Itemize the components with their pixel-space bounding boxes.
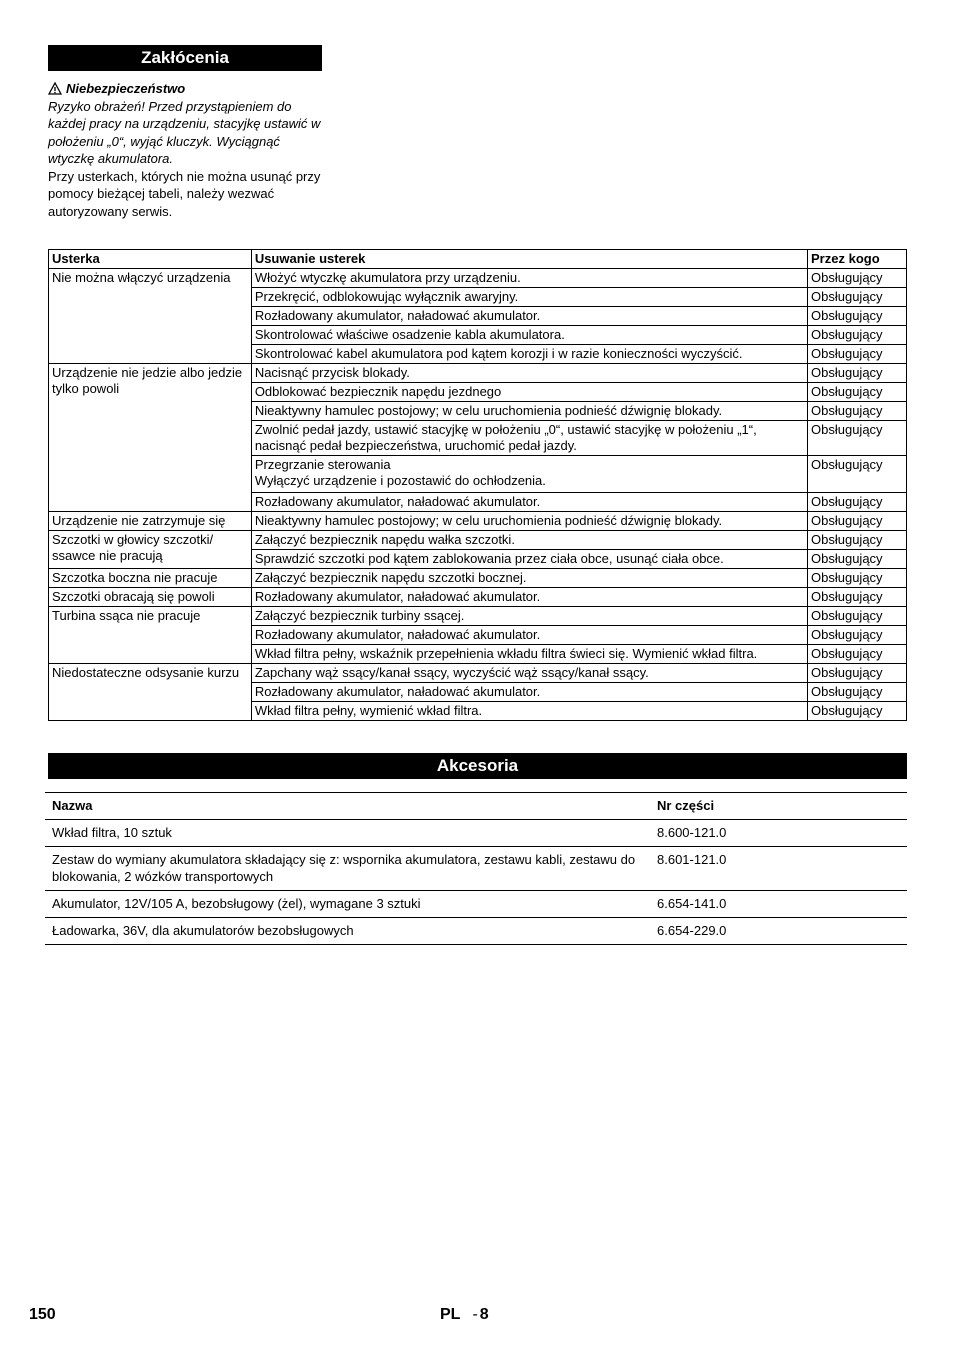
remedy-cell: Przegrzanie sterowania Wyłączyć urządzenie i pozostawić do ochłodzenia. [251,456,807,493]
accessory-name: Akumulator, 12V/105 A, bezobsługowy (żel), wymagane 3 sztuki [45,891,650,918]
by-cell: Obsługujący [808,456,907,493]
section-title-accessories: Akcesoria [48,753,907,779]
remedy-cell: Skontrolować kabel akumulatora pod kątem korozji i w razie konieczności wyczyścić. [251,345,807,364]
accessory-name: Zestaw do wymiany akumulatora składający się z: wspornika akumulatora, zestawu kabli, zestawu do blokowania, 2 wózków transportowych [45,847,650,891]
by-cell: Obsługujący [808,421,907,456]
remedy-cell: Rozładowany akumulator, naładować akumulator. [251,307,807,326]
section-title-faults: Zakłócenia [48,45,322,71]
remedy-cell: Przekręcić, odblokowując wyłącznik awaryjny. [251,288,807,307]
accessories-table [45,792,907,945]
remedy-cell: Rozładowany akumulator, naładować akumulator. [251,493,807,512]
by-cell: Obsługujący [808,626,907,645]
header-name: Nazwa [45,793,650,820]
by-cell: Obsługujący [808,702,907,721]
table-row [45,820,907,847]
by-cell: Obsługujący [808,326,907,345]
header-by: Przez kogo [808,250,907,269]
table-row [49,364,907,383]
page-number: 150 [29,1306,56,1323]
remedy-cell: Rozładowany akumulator, naładować akumulator. [251,588,807,607]
fault-cell: Urządzenie nie zatrzymuje się [49,512,252,531]
accessory-name: Wkład filtra, 10 sztuk [45,820,650,847]
remedy-cell: Załączyć bezpiecznik napędu szczotki bocznej. [251,569,807,588]
fault-cell: Nie można włączyć urządzenia [49,269,252,364]
warning-triangle-icon [48,82,62,95]
remedy-cell: Nacisnąć przycisk blokady. [251,364,807,383]
by-cell: Obsługujący [808,645,907,664]
fault-cell: Szczotki w głowicy szczotki/ ssawce nie pracują [49,531,252,569]
fault-cell: Urządzenie nie jedzie albo jedzie tylko powoli [49,364,252,512]
warning-title: Niebezpieczeństwo [66,81,186,96]
remedy-cell: Sprawdzić szczotki pod kątem zablokowania przez ciała obce, usunąć ciała obce. [251,550,807,569]
table-row [45,918,907,945]
remedy-cell: Wkład filtra pełny, wskaźnik przepełnienia wkładu filtra świeci się. Wymienić wkład filtra. [251,645,807,664]
by-cell: Obsługujący [808,569,907,588]
table-row [49,569,907,588]
fault-cell: Szczotki obracają się powoli [49,588,252,607]
by-cell: Obsługujący [808,402,907,421]
table-row [49,607,907,626]
remedy-cell: Skontrolować właściwe osadzenie kabla akumulatora. [251,326,807,345]
intro-text: Przy usterkach, których nie można usunąć przy pomocy bieżącej tabeli, należy wezwać autoryzowany serwis. [48,168,321,219]
fault-cell: Niedostateczne odsysanie kurzu [49,664,252,721]
remedy-cell: Załączyć bezpiecznik napędu wałka szczotki. [251,531,807,550]
accessory-part-number: 6.654-141.0 [650,891,907,918]
table-row [45,847,907,891]
by-cell: Obsługujący [808,288,907,307]
by-cell: Obsługujący [808,607,907,626]
accessory-name: Ładowarka, 36V, dla akumulatorów bezobsługowych [45,918,650,945]
remedy-cell: Odblokować bezpiecznik napędu jezdnego [251,383,807,402]
table-row [49,512,907,531]
header-remedy: Usuwanie usterek [251,250,807,269]
fault-table-header [49,250,907,269]
by-cell: Obsługujący [808,383,907,402]
table-row [49,531,907,550]
fault-cell: Szczotka boczna nie pracuje [49,569,252,588]
remedy-cell: Rozładowany akumulator, naładować akumulator. [251,626,807,645]
language-page-label: PL - 8 [440,1306,489,1323]
by-cell: Obsługujący [808,364,907,383]
by-cell: Obsługujący [808,269,907,288]
remedy-cell: Nieaktywny hamulec postojowy; w celu uruchomienia podnieść dźwignię blokady. [251,512,807,531]
by-cell: Obsługujący [808,683,907,702]
table-row [49,588,907,607]
sub-page-number: 8 [479,1306,489,1323]
remedy-cell: Załączyć bezpiecznik turbiny ssącej. [251,607,807,626]
by-cell: Obsługujący [808,664,907,683]
by-cell: Obsługujący [808,345,907,364]
fault-table [48,249,907,721]
table-row [49,664,907,683]
accessory-part-number: 8.600-121.0 [650,820,907,847]
header-part-number: Nr części [650,793,907,820]
remedy-cell: Włożyć wtyczkę akumulatora przy urządzeniu. [251,269,807,288]
by-cell: Obsługujący [808,512,907,531]
table-row [45,891,907,918]
header-fault: Usterka [49,250,252,269]
remedy-cell: Wkład filtra pełny, wymienić wkład filtra. [251,702,807,721]
remedy-cell: Zapchany wąż ssący/kanał ssący, wyczyścić wąż ssący/kanał ssący. [251,664,807,683]
fault-table-body [49,269,907,721]
accessory-part-number: 6.654-229.0 [650,918,907,945]
remedy-cell: Zwolnić pedał jazdy, ustawić stacyjkę w położeniu „0“, ustawić stacyjkę w położeniu „1“, nacisnąć pedał bezpieczeństwa, uruchomić pedał jazdy. [251,421,807,456]
by-cell: Obsługujący [808,588,907,607]
remedy-cell: Rozładowany akumulator, naładować akumulator. [251,683,807,702]
faults-intro [48,80,328,220]
fault-cell: Turbina ssąca nie pracuje [49,607,252,664]
accessories-table-header [45,793,907,820]
by-cell: Obsługujący [808,307,907,326]
by-cell: Obsługujący [808,531,907,550]
accessories-table-body [45,820,907,945]
table-row [49,269,907,288]
accessory-part-number: 8.601-121.0 [650,847,907,891]
remedy-cell: Nieaktywny hamulec postojowy; w celu uruchomienia podnieść dźwignię blokady. [251,402,807,421]
by-cell: Obsługujący [808,493,907,512]
by-cell: Obsługujący [808,550,907,569]
warning-text: Ryzyko obrażeń! Przed przystąpieniem do każdej pracy na urządzeniu, stacyjkę ustawić w położeniu „0“, wyjąć kluczyk. Wyciągnąć wtyczkę akumulatora. [48,98,321,166]
warning-heading [48,80,328,98]
language-code: PL [440,1306,461,1323]
